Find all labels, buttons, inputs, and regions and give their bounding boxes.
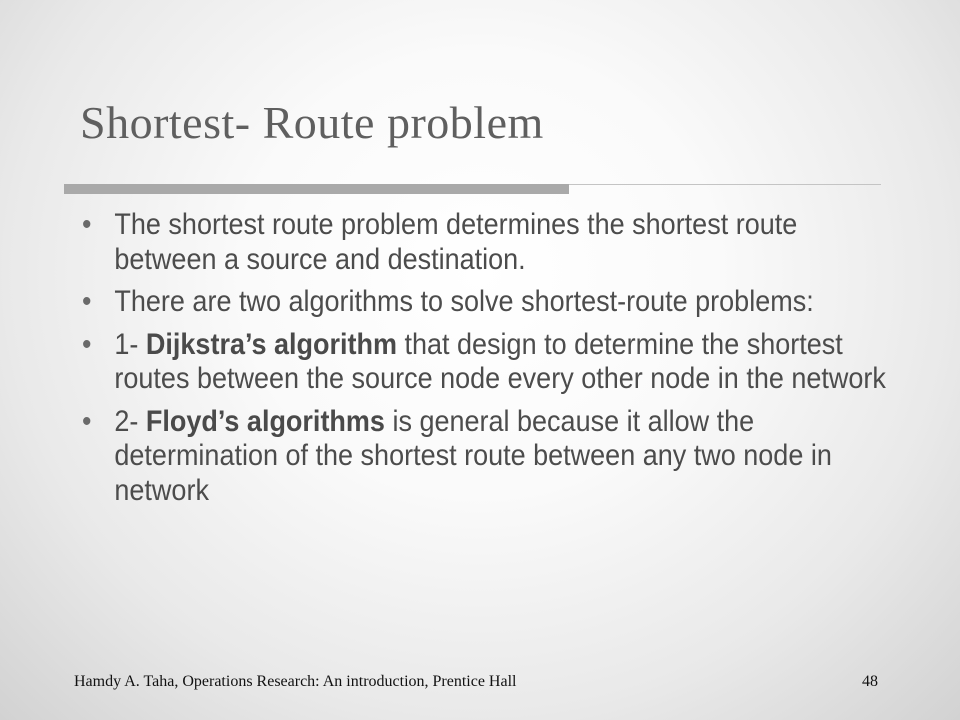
bullet-text: There are two algorithms to solve shortest-route problems:	[114, 285, 814, 318]
bullet-bold-term: Floyd’s algorithms	[145, 404, 385, 438]
bullet-text: The shortest route problem determines the shortest route between a source and destination.	[114, 208, 798, 276]
bullet-bold-term: Dijkstra’s algorithm	[145, 327, 397, 361]
bullet-item	[82, 405, 906, 509]
bullet-item	[82, 208, 906, 277]
bullet-item	[82, 285, 906, 320]
footer-citation: Hamdy A. Taha, Operations Research: An introduction, Prentice Hall	[74, 673, 517, 690]
title-underline-thin	[569, 184, 881, 185]
bullet-text: that design to determine the shortest routes between the source node every other node in the network	[114, 327, 886, 395]
bullet-dot: •	[82, 327, 92, 361]
title-underline-thick	[64, 184, 569, 194]
bullet-dot: •	[82, 404, 92, 438]
bullet-dot: •	[82, 208, 92, 241]
page-number: 48	[862, 673, 878, 690]
bullet-prefix: 1-	[114, 327, 146, 361]
bullet-item	[82, 328, 906, 397]
bullet-prefix: 2-	[114, 404, 146, 438]
slide-title: Shortest- Route problem	[80, 97, 544, 148]
bullet-dot: •	[82, 285, 92, 318]
bullet-list	[82, 208, 886, 516]
bullet-text: is general because it allow the determination of the shortest route between any two node in network	[114, 404, 832, 507]
